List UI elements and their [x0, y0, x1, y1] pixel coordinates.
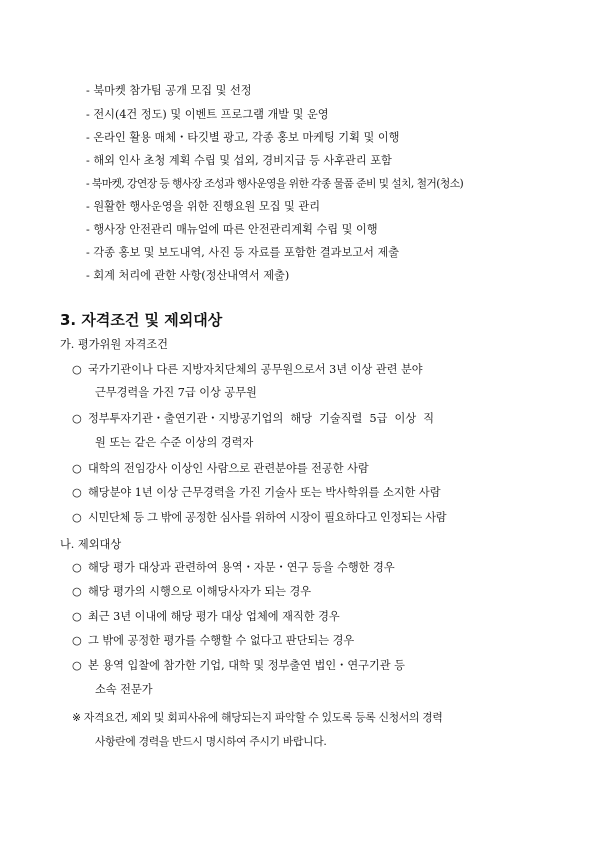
qualification-item — [72, 486, 441, 500]
exclusion-heading: 나. 제외대상 — [60, 538, 122, 551]
note-text-continuation: 사항란에 경력을 반드시 명시하여 주시기 바랍니다. — [95, 735, 327, 748]
item-text: 정부투자기관・출연기관・지방공기업의 해당 기술직렬 5급 이상 직 — [88, 412, 435, 425]
item-text: 해당 평가 대상과 관련하여 용역・자문・연구 등을 수행한 경우 — [88, 561, 395, 574]
exclusion-item-continuation: 소속 전문가 — [95, 683, 153, 696]
item-text: 대학의 전임강사 이상인 사람으로 관련분야를 전공한 사람 — [88, 462, 369, 475]
circle-bullet-icon: ○ — [72, 462, 82, 475]
exclusion-item — [72, 634, 354, 648]
item-text: 시민단체 등 그 밖에 공정한 심사를 위하여 시장이 필요하다고 인정되는 사람 — [88, 511, 447, 524]
task-item: - 회계 처리에 관한 사항(정산내역서 제출) — [86, 269, 290, 282]
circle-bullet-icon: ○ — [72, 511, 82, 524]
task-item: - 북마켓, 강연장 등 행사장 조성과 행사운영을 위한 각종 물품 준비 및 설치, 철거(청소) — [86, 177, 464, 190]
item-text: 본 용역 입찰에 참가한 기업, 대학 및 정부출연 법인・연구기관 등 — [88, 659, 405, 672]
qualification-heading: 가. 평가위원 자격조건 — [60, 338, 168, 351]
circle-bullet-icon: ○ — [72, 561, 82, 574]
item-text: 최근 3년 이내에 해당 평가 대상 업체에 재직한 경우 — [88, 610, 340, 623]
qualification-item — [72, 511, 446, 525]
circle-bullet-icon: ○ — [72, 610, 82, 623]
qualification-item-continuation: 원 또는 같은 수준 이상의 경력자 — [95, 436, 254, 449]
task-item: - 온라인 활용 매체・타깃별 광고, 각종 홍보 마케팅 기획 및 이행 — [86, 131, 400, 144]
qualification-item — [72, 462, 369, 476]
task-item: - 행사장 안전관리 매뉴얼에 따른 안전관리계획 수립 및 이행 — [86, 223, 378, 236]
circle-bullet-icon: ○ — [72, 486, 82, 499]
item-text: 그 밖에 공정한 평가를 수행할 수 없다고 판단되는 경우 — [88, 634, 355, 647]
exclusion-item — [72, 585, 311, 599]
circle-bullet-icon: ○ — [72, 363, 82, 376]
task-item: - 전시(4건 정도) 및 이벤트 프로그램 개발 및 운영 — [86, 108, 329, 121]
note-text: ※ 자격요건, 제외 및 회피사유에 해당되는지 파악할 수 있도록 등록 신청서의 경력 — [72, 711, 443, 724]
circle-bullet-icon: ○ — [72, 634, 82, 647]
task-item: - 원활한 행사운영을 위한 진행요원 모집 및 관리 — [86, 200, 321, 213]
item-text: 해당분야 1년 이상 근무경력을 가진 기술사 또는 박사학위를 소지한 사람 — [88, 486, 441, 499]
exclusion-item — [72, 561, 395, 575]
circle-bullet-icon: ○ — [72, 585, 82, 598]
circle-bullet-icon: ○ — [72, 659, 82, 672]
item-text: 국가기관이나 다른 지방자치단체의 공무원으로서 3년 이상 관련 분야 — [88, 363, 423, 376]
qualification-item-continuation: 근무경력을 가진 7급 이상 공무원 — [95, 386, 257, 399]
task-item: - 북마켓 참가팀 공개 모집 및 선정 — [86, 84, 252, 97]
exclusion-item — [72, 610, 340, 624]
qualification-item — [72, 412, 434, 426]
qualification-item — [72, 363, 423, 377]
task-item: - 각종 홍보 및 보도내역, 사진 등 자료를 포함한 결과보고서 제출 — [86, 246, 400, 259]
task-item: - 해외 인사 초청 계획 수립 및 섭외, 경비지급 등 사후관리 포함 — [86, 154, 392, 167]
exclusion-item — [72, 659, 405, 673]
circle-bullet-icon: ○ — [72, 412, 82, 425]
section-title: 3. 자격조건 및 제외대상 — [60, 311, 223, 329]
item-text: 해당 평가의 시행으로 이해당사자가 되는 경우 — [88, 585, 312, 598]
